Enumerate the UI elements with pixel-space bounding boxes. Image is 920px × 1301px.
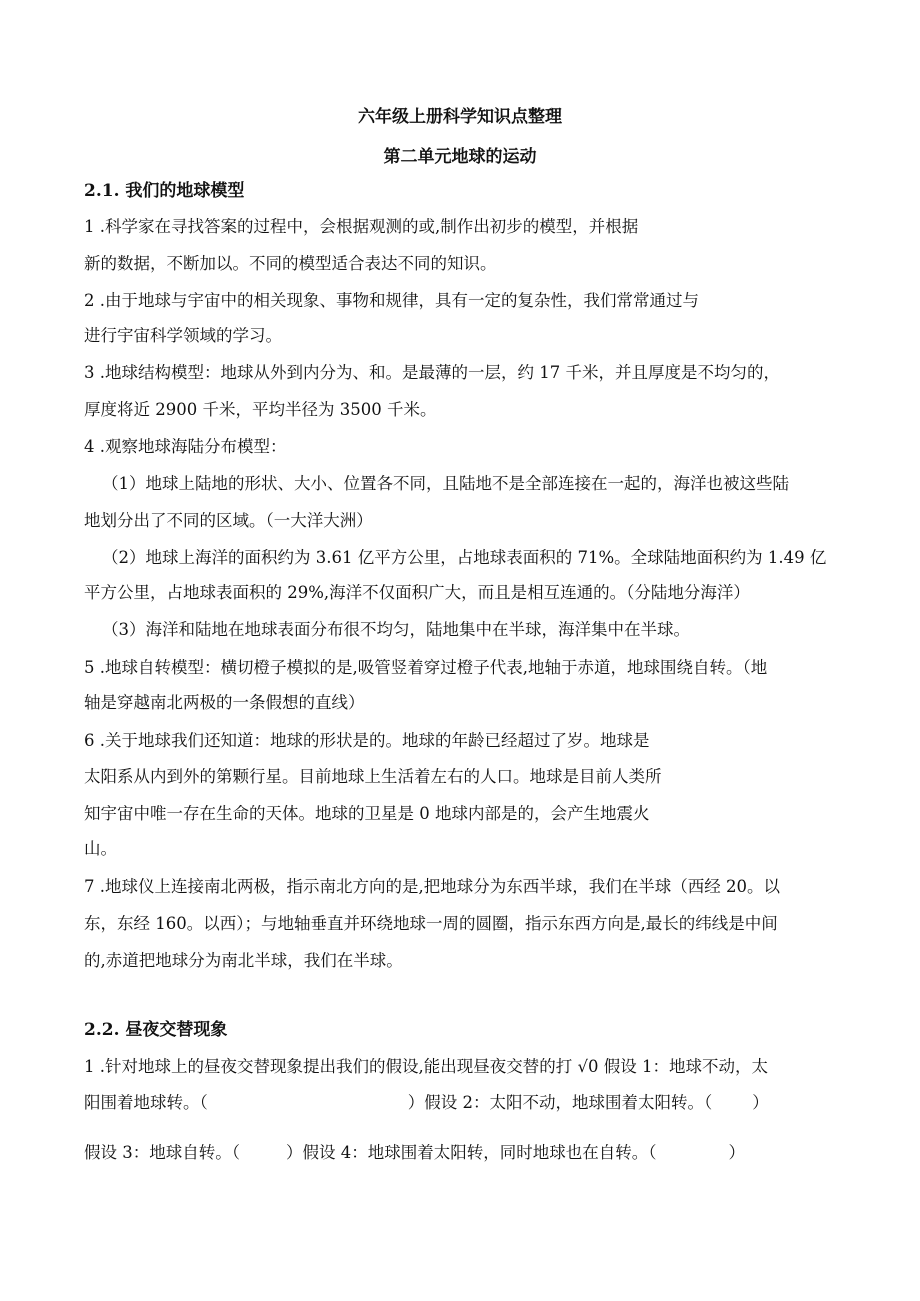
hypothesis-text: ） (728, 1143, 745, 1162)
paragraph-line: 进行宇宙科学领域的学习。 (84, 326, 282, 345)
hypothesis-text: ）假设 2：太阳不动，地球围着太阳转。（ (407, 1093, 713, 1112)
paragraph-line: 1 .针对地球上的昼夜交替现象提出我们的假设,能出现昼夜交替的打 √0 假设 1：地球不动，太 (84, 1057, 768, 1076)
hypothesis-text: ） (752, 1093, 769, 1112)
hypothesis-text: 阳围着地球转。（ (84, 1093, 208, 1112)
paragraph-line: （3）海洋和陆地在地球表面分布很不均匀，陆地集中在半球，海洋集中在半球。 (102, 620, 690, 639)
hypothesis-text: 假设 3：地球自转。（ (84, 1143, 240, 1162)
paragraph-line: 5 .地球自转模型：横切橙子模拟的是,吸管竖着穿过橙子代表,地轴于赤道，地球围绕自转。（地 (84, 658, 768, 677)
paragraph-line: 1 .科学家在寻找答案的过程中，会根据观测的或,制作出初步的模型，并根据 (84, 217, 639, 236)
section-heading-2-2: 2.2. 昼夜交替现象 (84, 1020, 228, 1040)
paragraph-line: 6 .关于地球我们还知道：地球的形状是的。地球的年龄已经超过了岁。地球是 (84, 731, 650, 750)
paragraph-line: 山。 (84, 839, 117, 858)
hypothesis-text: ）假设 4：地球围着太阳转，同时地球也在自转。（ (286, 1143, 657, 1162)
paragraph-line: 新的数据，不断加以。不同的模型适合表达不同的知识。 (84, 254, 497, 273)
paragraph-line: 的,赤道把地球分为南北半球，我们在半球。 (84, 951, 403, 970)
paragraph-line: 太阳系从内到外的第颗行星。目前地球上生活着左右的人口。地球是目前人类所 (84, 767, 662, 786)
hypothesis-line (84, 1142, 745, 1164)
paragraph-line: 知宇宙中唯一存在生命的天体。地球的卫星是 0 地球内部是的，会产生地震火 (84, 804, 650, 823)
paragraph-line: 3 .地球结构模型：地球从外到内分为、和。是最薄的一层，约 17 千米，并且厚度是不均匀的， (84, 363, 780, 382)
paragraph-line: （1）地球上陆地的形状、大小、位置各不同，且陆地不是全部连接在一起的，海洋也被这些陆 (102, 474, 789, 493)
paragraph-line: 轴是穿越南北两极的一条假想的直线） (84, 693, 365, 712)
document-title: 六年级上册科学知识点整理 (358, 107, 562, 127)
paragraph-line: 平方公里，占地球表面积的 29%,海洋不仅面积广大，而且是相互连通的。（分陆地分海洋） (84, 583, 750, 602)
paragraph-line: 厚度将近 2900 千米，平均半径为 3500 千米。 (84, 400, 437, 419)
section-heading-2-1: 2.1. 我们的地球模型 (84, 181, 245, 201)
hypothesis-line (84, 1092, 769, 1114)
paragraph-line: 东，东经 160。以西）；与地轴垂直并环绕地球一周的圆圈，指示东西方向是,最长的纬线是中间 (84, 914, 778, 933)
paragraph-line: （2）地球上海洋的面积约为 3.61 亿平方公里，占地球表面积的 71%。全球陆地面积约为 1.49 亿 (102, 548, 827, 567)
paragraph-line: 2 .由于地球与宇宙中的相关现象、事物和规律，具有一定的复杂性，我们常常通过与 (84, 291, 699, 310)
paragraph-line: 地划分出了不同的区域。（一大洋大洲） (84, 511, 373, 530)
paragraph-line: 4 .观察地球海陆分布模型： (84, 437, 287, 456)
unit-title: 第二单元地球的运动 (383, 147, 537, 167)
paragraph-line: 7 .地球仪上连接南北两极，指示南北方向的是,把地球分为东西半球，我们在半球（西经 20。以 (84, 877, 780, 896)
